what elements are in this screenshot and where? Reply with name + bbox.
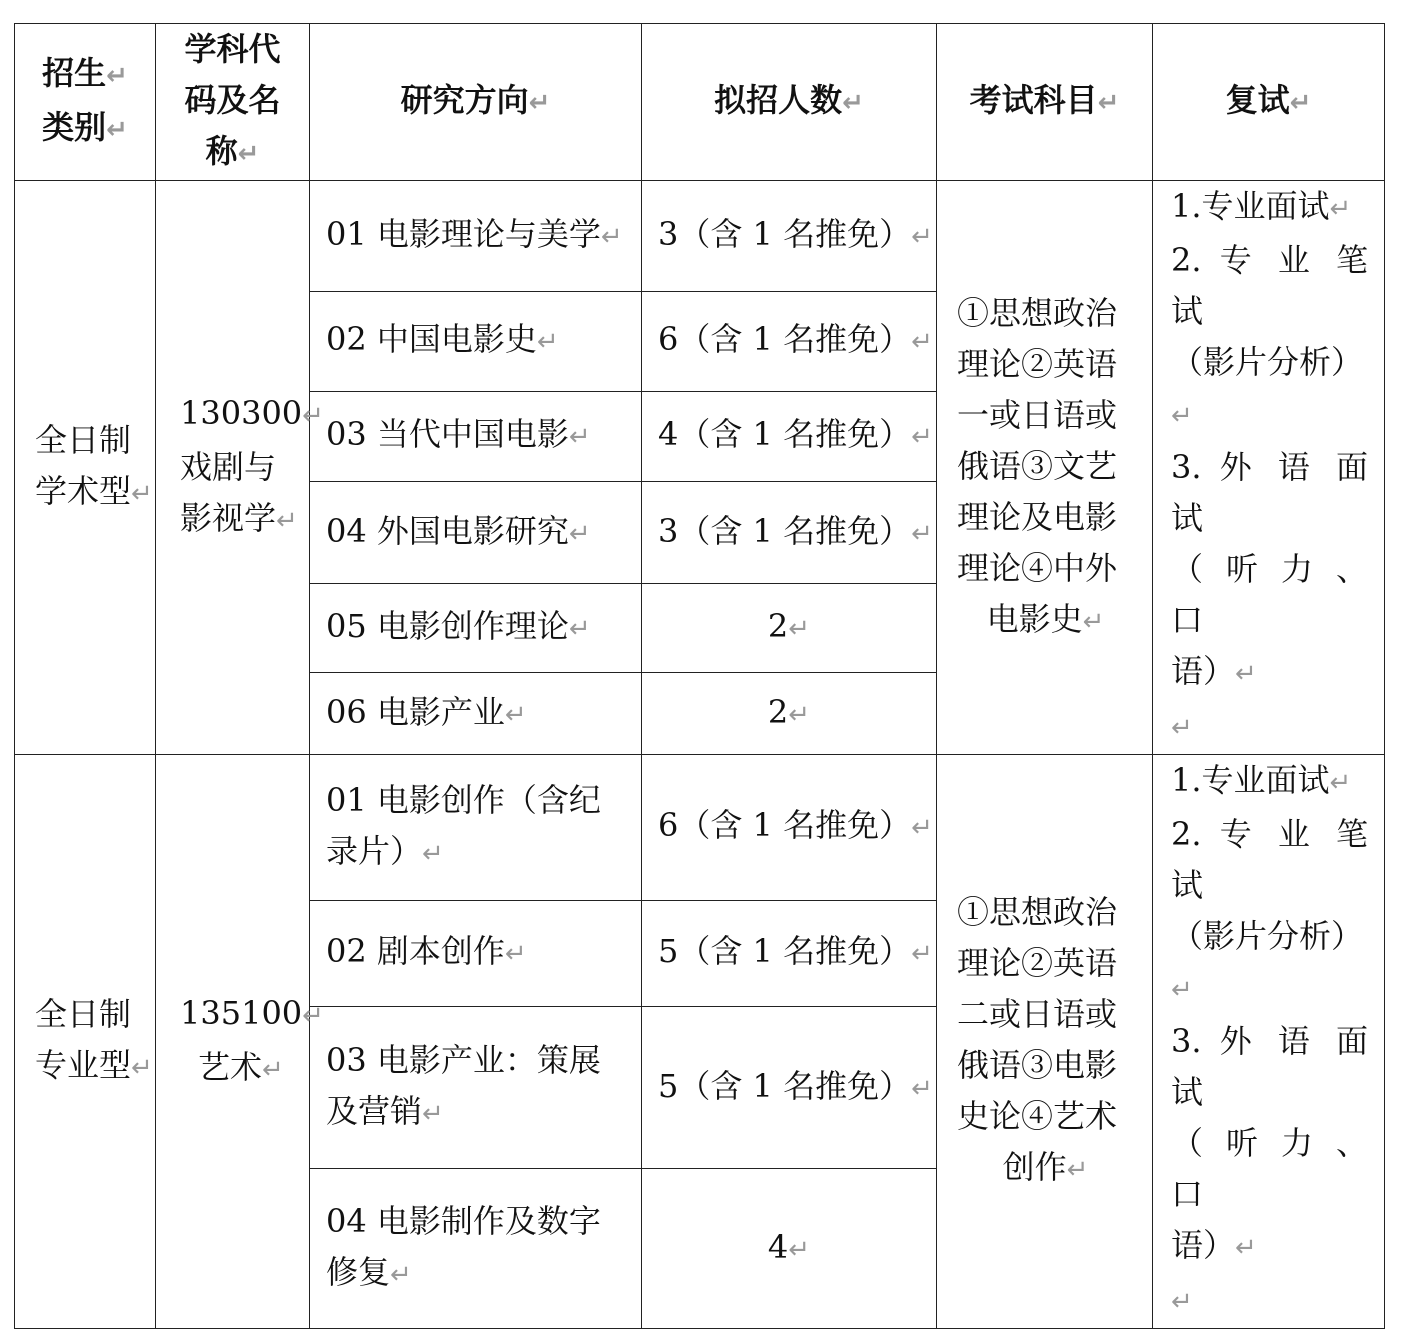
quota-cell: 6（含 1 名推免）↵	[642, 755, 937, 901]
header-subject: 学科代 码及名 称↵	[156, 24, 310, 181]
quota-cell: 6（含 1 名推免）↵	[642, 291, 937, 391]
enrollment-table	[14, 23, 1385, 1329]
exam-cell: ①思想政治 理论②英语 一或日语或 俄语③文艺 理论及电影 理论④中外 电影史↵	[937, 181, 1153, 755]
direction-cell: 01 电影创作（含纪录片）↵	[310, 755, 642, 901]
quota-cell: 5（含 1 名推免）↵	[642, 1006, 937, 1168]
header-direction: 研究方向↵	[310, 24, 642, 181]
quota-cell: 4（含 1 名推免）↵	[642, 391, 937, 481]
direction-cell: 04 电影制作及数字修复↵	[310, 1169, 642, 1329]
direction-cell: 03 电影产业：策展及营销↵	[310, 1006, 642, 1168]
direction-cell: 04 外国电影研究↵	[310, 482, 642, 584]
direction-cell: 02 剧本创作↵	[310, 900, 642, 1006]
quota-cell: 2↵	[642, 584, 937, 673]
header-exam: 考试科目↵	[937, 24, 1153, 181]
retest-cell: 1.专业面试↵ 2. 专 业 笔 试 （影片分析）↵ 3. 外 语 面 试 （ 听 力 、 口 语）↵ ↵	[1153, 181, 1385, 755]
exam-cell: ①思想政治 理论②英语 二或日语或 俄语③电影 史论④艺术 创作↵	[937, 755, 1153, 1329]
direction-cell: 01 电影理论与美学↵	[310, 181, 642, 292]
direction-cell: 05 电影创作理论↵	[310, 584, 642, 673]
header-quota: 拟招人数↵	[642, 24, 937, 181]
quota-cell: 4↵	[642, 1169, 937, 1329]
category-cell: 全日制 专业型↵	[15, 755, 156, 1329]
category-cell: 全日制 学术型↵	[15, 181, 156, 755]
header-category: 招生↵ 类别↵	[15, 24, 156, 181]
quota-cell: 3（含 1 名推免）↵	[642, 181, 937, 292]
header-retest: 复试↵	[1153, 24, 1385, 181]
table-row	[15, 755, 1385, 901]
quota-cell: 2↵	[642, 673, 937, 755]
direction-cell: 03 当代中国电影↵	[310, 391, 642, 481]
subject-cell: 130300↵ 戏剧与 影视学↵	[156, 181, 310, 755]
header-row	[15, 24, 1385, 181]
retest-cell: 1.专业面试↵ 2. 专 业 笔 试 （影片分析）↵ 3. 外 语 面 试 （ 听 力 、 口 语）↵ ↵	[1153, 755, 1385, 1329]
direction-cell: 06 电影产业↵	[310, 673, 642, 755]
quota-cell: 5（含 1 名推免）↵	[642, 900, 937, 1006]
table-row	[15, 181, 1385, 292]
subject-cell: 135100↵ 艺术↵	[156, 755, 310, 1329]
quota-cell: 3（含 1 名推免）↵	[642, 482, 937, 584]
direction-cell: 02 中国电影史↵	[310, 291, 642, 391]
